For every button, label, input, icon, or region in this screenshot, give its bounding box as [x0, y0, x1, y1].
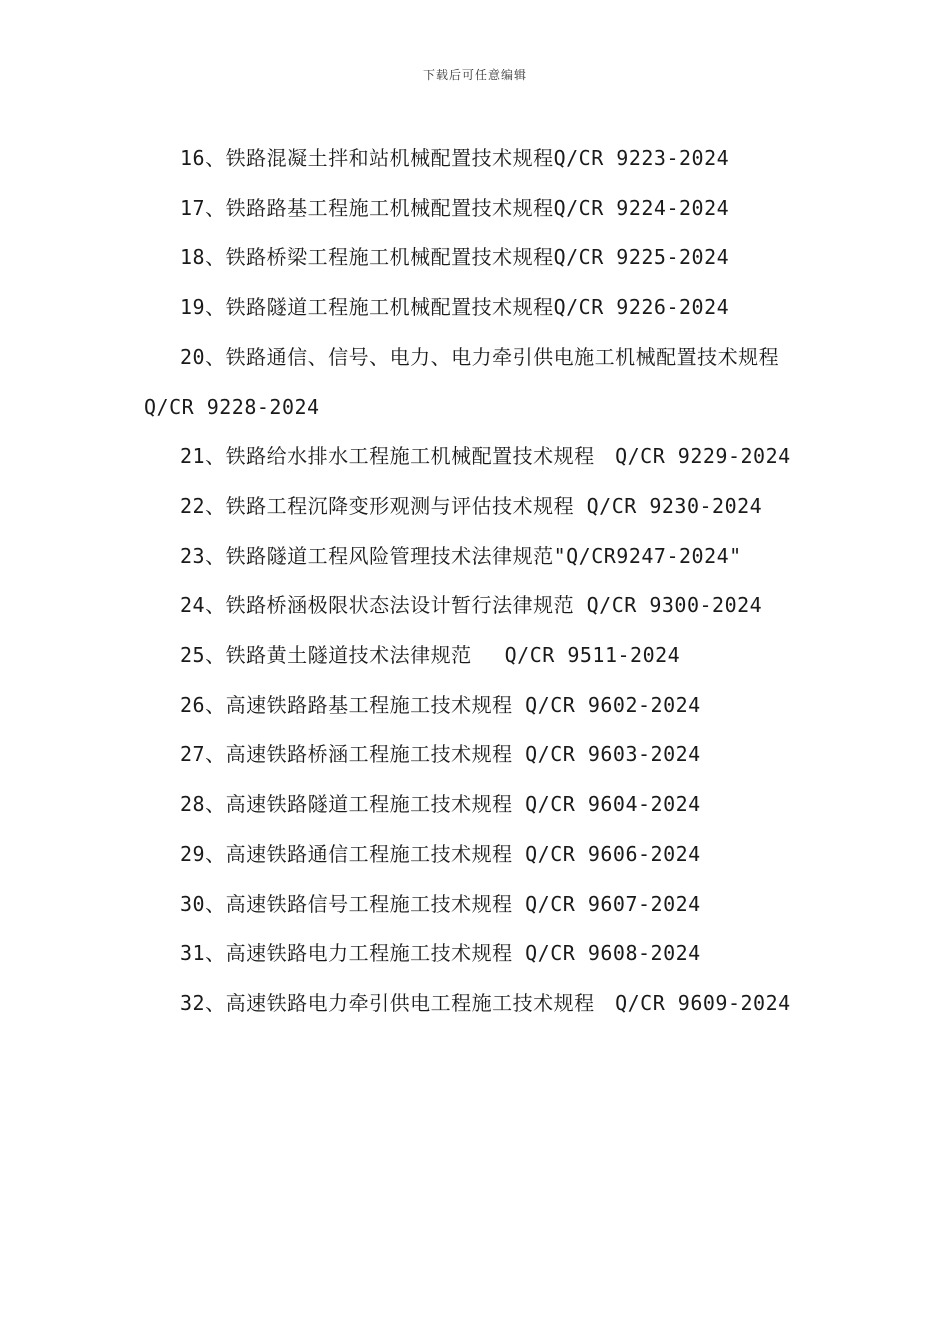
list-item: 22、铁路工程沉降变形观测与评估技术规程 Q/CR 9230-2024 [180, 493, 763, 518]
page-header: 下载后可任意编辑 [422, 68, 527, 82]
list-item: 32、高速铁路电力牵引供电工程施工技术规程 Q/CR 9609-2024 [180, 990, 791, 1015]
list-item: 18、铁路桥梁工程施工机械配置技术规程Q/CR 9225-2024 [180, 245, 730, 270]
list-item: 23、铁路隧道工程风险管理技术法律规范"Q/CR9247-2024" [180, 543, 742, 568]
list-item: 17、铁路路基工程施工机械配置技术规程Q/CR 9224-2024 [180, 195, 730, 220]
list-item: 29、高速铁路通信工程施工技术规程 Q/CR 9606-2024 [180, 841, 701, 866]
list-item: 27、高速铁路桥涵工程施工技术规程 Q/CR 9603-2024 [180, 742, 701, 767]
list-item: 19、铁路隧道工程施工机械配置技术规程Q/CR 9226-2024 [180, 295, 730, 320]
standards-list [144, 134, 804, 1029]
list-item: 30、高速铁路信号工程施工技术规程 Q/CR 9607-2024 [180, 891, 701, 916]
list-item: 26、高速铁路路基工程施工技术规程 Q/CR 9602-2024 [180, 692, 701, 717]
list-item: 20、铁路通信、信号、电力、电力牵引供电施工机械配置技术规程 Q/CR 9228-2024 [144, 344, 800, 419]
list-item: 21、铁路给水排水工程施工机械配置技术规程 Q/CR 9229-2024 [180, 444, 791, 469]
list-item: 31、高速铁路电力工程施工技术规程 Q/CR 9608-2024 [180, 941, 701, 966]
list-item: 25、铁路黄土隧道技术法律规范 Q/CR 9511-2024 [180, 643, 681, 668]
list-item: 16、铁路混凝土拌和站机械配置技术规程Q/CR 9223-2024 [180, 146, 730, 170]
list-item: 24、铁路桥涵极限状态法设计暂行法律规范 Q/CR 9300-2024 [180, 593, 763, 618]
list-item: 28、高速铁路隧道工程施工技术规程 Q/CR 9604-2024 [180, 792, 701, 817]
